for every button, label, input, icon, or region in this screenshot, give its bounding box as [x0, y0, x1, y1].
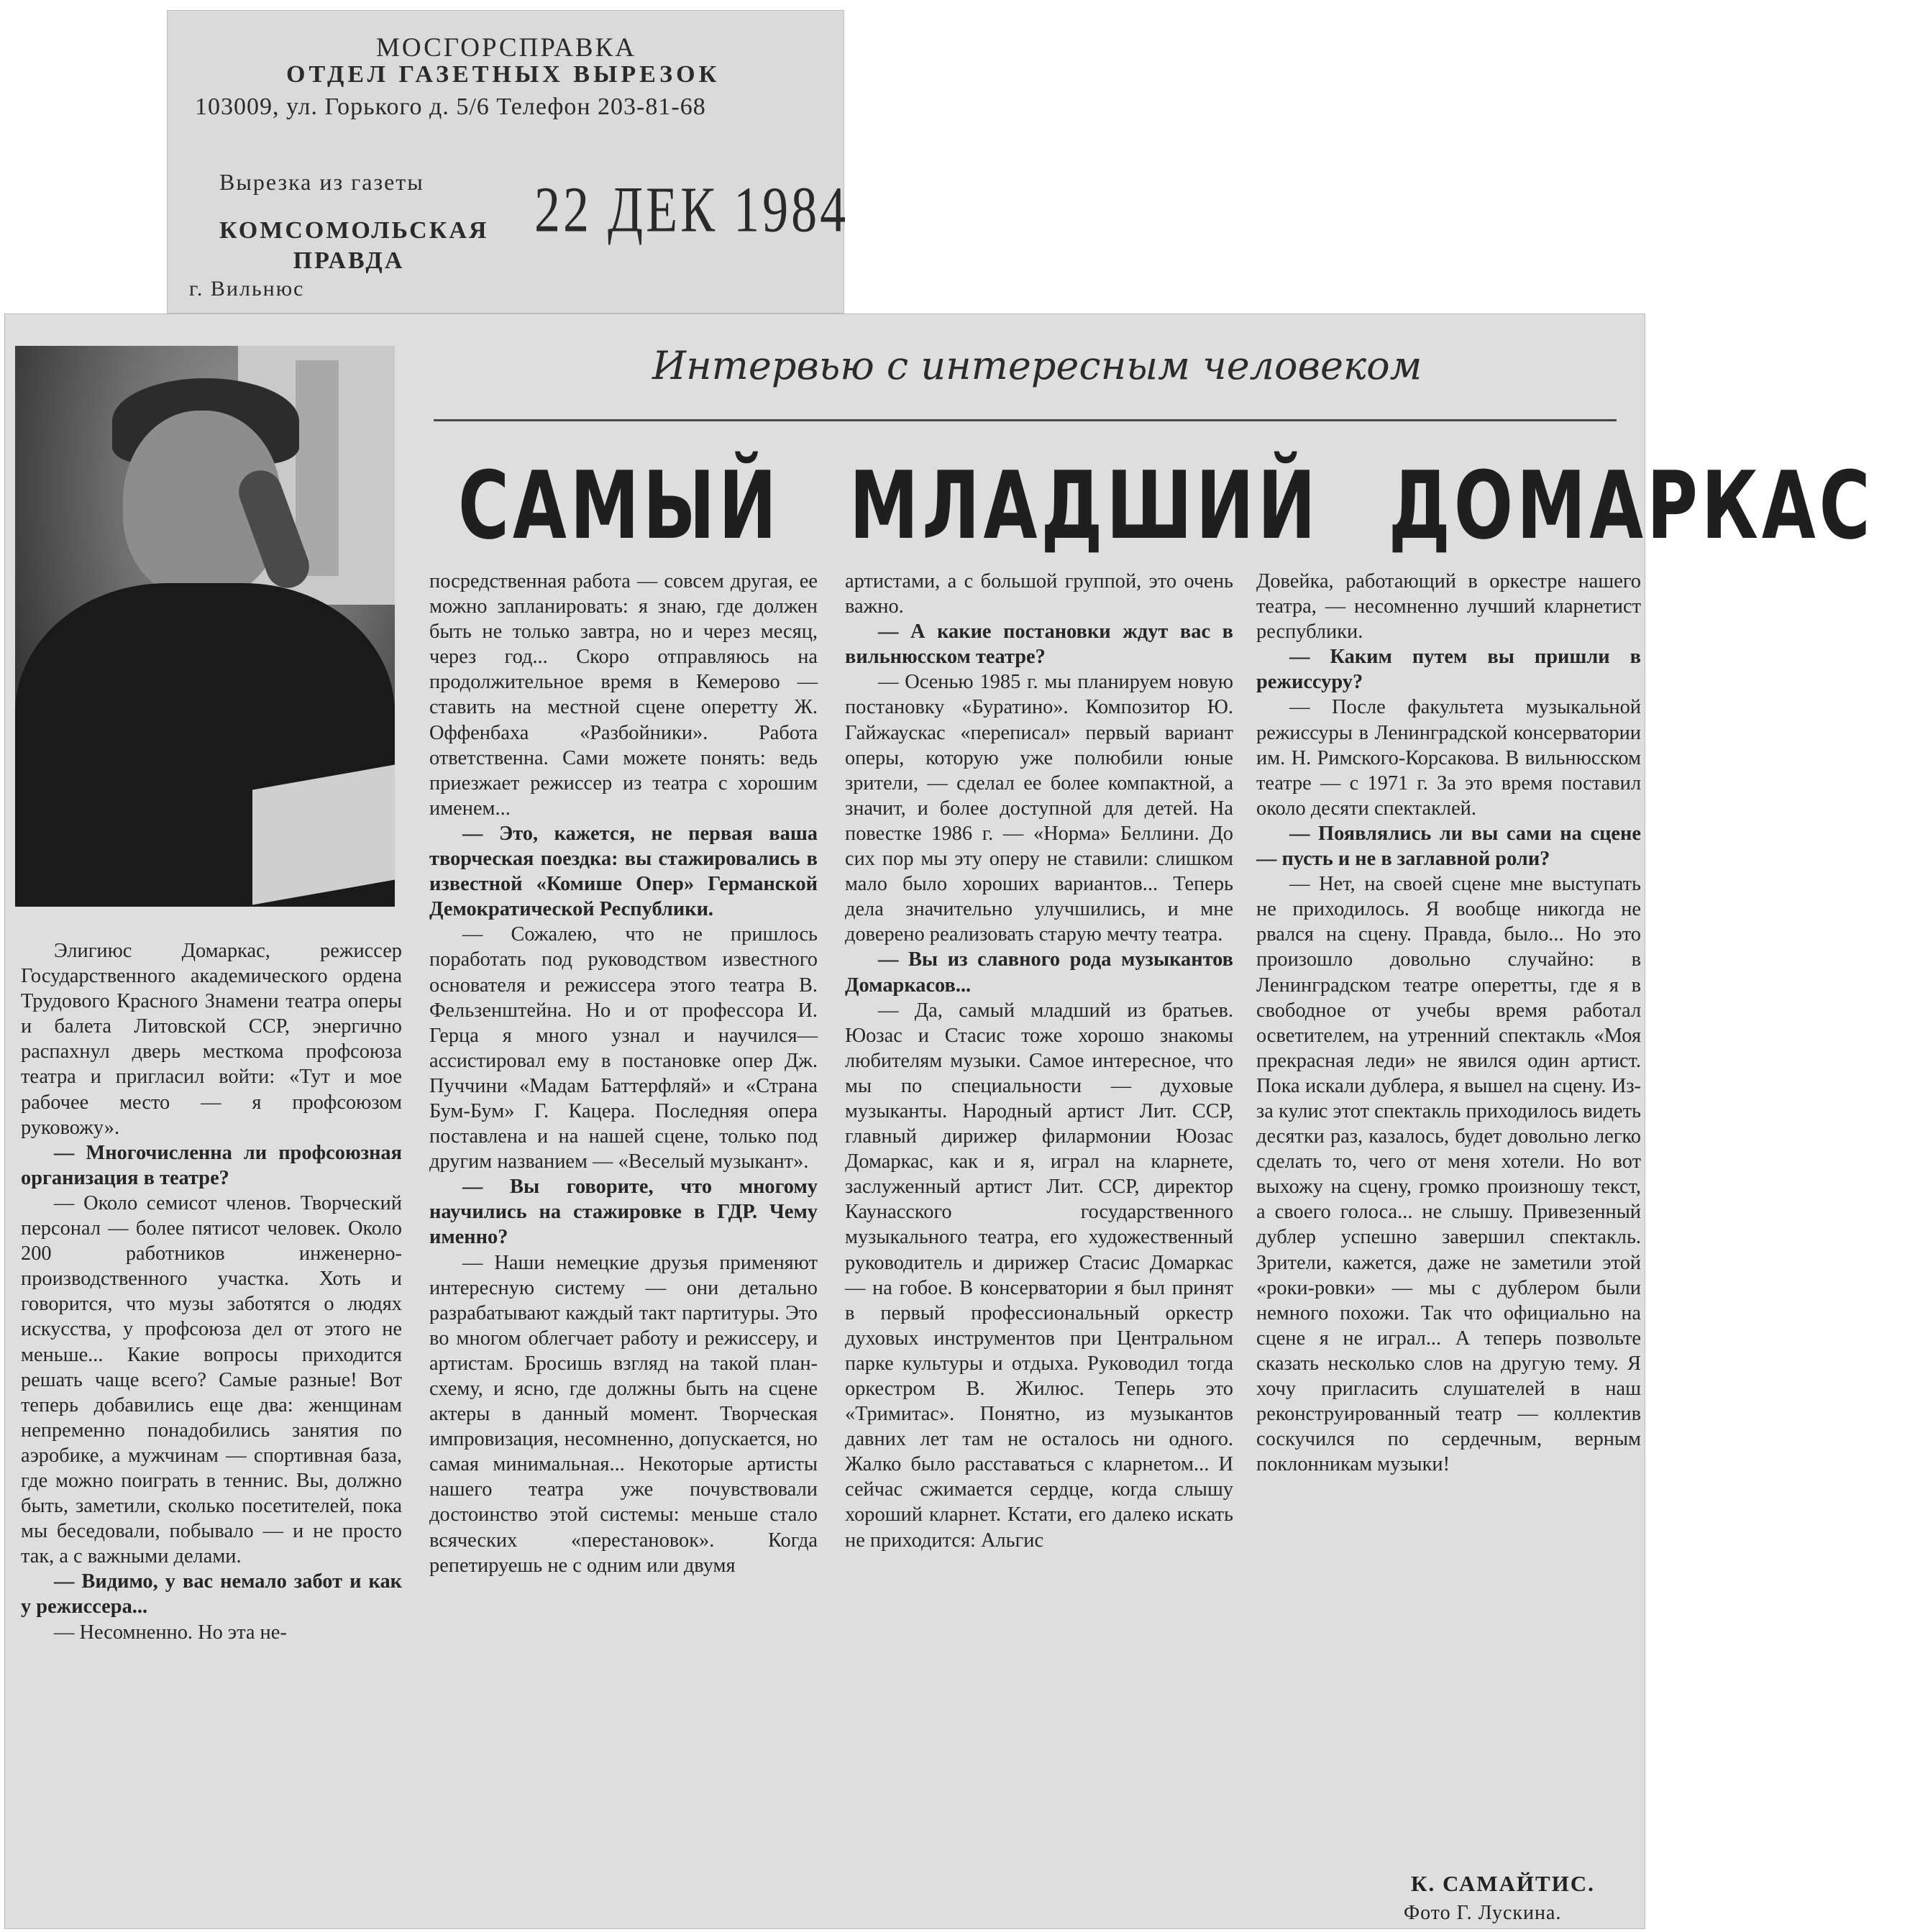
article-paragraph: — Сожалею, что не пришлось поработать под руководством известного основателя и режиссера этого театра В. Фельзенштейна. Но и от профессора И. Герца я много узнал и научился—ассистировал ему в постановке опер Дж. Пуччини «Мадам Баттерфляй» и «Страна Бум-Бум» Г. Кацера. Последняя опера поставлена и на нашей сцене, только под другим названием — «Веселый музыкант».: [429, 923, 818, 1173]
article-paragraph: посредственная работа — совсем другая, ее можно запланировать: я знаю, где должен быть не только завтра, но и через месяц, через год... Скоро отправляюсь на продолжительное время в Кемерово — ставить на местной сцене оперетту Ж. Оффенбаха «Разбойники». Работа ответственна. Сами можете понять: ведь приезжает режиссер из театра с хорошим именем...: [429, 570, 818, 820]
article-paragraph: — После факультета музыкальной режиссуры в Ленинградской консерватории им. Н. Римского-Корсакова. В вильнюсском театре — с 1971 г. За это время поставил около десяти спектаклей.: [1256, 696, 1641, 820]
author-byline: К. САМАЙТИС.: [1411, 1871, 1595, 1896]
article-paragraph: — Да, самый младший из братьев. Юозас и Стасис тоже хорошо знакомы любителям музыки. Самое интересное, что мы по специальности — духовые музыканты. Народный артист Лит. ССР, главный дирижер филармонии Юозас Домаркас, как и я, играл на кларнете, заслуженный артист Лит. ССР, директор Каунасского государственного музыкального театра, его художественный руководитель и дирижер Стасис Домаркас — на гобое. В консерватории я был принят в первый профессиональный оркестр духовых инструментов при Центральном парке культуры и отдыха. Руководил тогда оркестром В. Жилюс. Теперь это «Тримитас». Понятно, из музыкантов давних лет там не осталось ни одного. Жалко было расставаться с кларнетом... И сейчас сжимается сердце, когда слышу хороший кларнет. Кстати, его далеко искать не приходится: Альгис: [845, 999, 1233, 1552]
article-column-2: [429, 569, 818, 1578]
article-column-3: [845, 569, 1233, 1553]
interview-question: — Многочисленна ли профсоюзная организация в театре?: [21, 1141, 402, 1189]
stamp-clip-label: Вырезка из газеты: [219, 169, 424, 195]
interview-question: — Видимо, у вас немало забот и как у режиссера...: [21, 1570, 402, 1619]
article-paragraph: Довейка, работающий в оркестре нашего театра, — несомненно лучший кларнетист республики.: [1256, 570, 1641, 644]
newspaper-clipping: [4, 313, 1874, 1929]
interview-question: — А какие постановки ждут вас в вильнюсском театре?: [845, 621, 1233, 669]
article-paragraph: — Около семисот членов. Творческий персонал — более пятисот человек. Около 200 работников инженерно-производственного участка. Хоть и говорится, что музы заботятся о людях искусства, у профсоюза дел от этого не меньше... Какие вопросы приходится решать чаще всего? Самые разные! Вот теперь добавились еще два: женщинам непременно понадобились занятия по аэробике, а мужчинам — спортивная база, где можно поиграть в теннис. Вы, должно быть, заметили, сколько посетителей, пока мы беседовали, побывало — и не просто так, а с важными делами.: [21, 1191, 402, 1568]
rubric-rule: [434, 419, 1617, 421]
stamp-city: г. Вильнюс: [189, 277, 305, 301]
interview-question: — Каким путем вы пришли в режиссуру?: [1256, 646, 1641, 694]
stamp-dept: ОТДЕЛ ГАЗЕТНЫХ ВЫРЕЗОК: [286, 61, 721, 88]
article-paragraph: артистами, а с большой группой, это очень важно.: [845, 570, 1233, 618]
stamp-date: 22 ДЕК 1984: [534, 173, 849, 246]
interview-question: — Вы говорите, что многому научились на стажировке в ГДР. Чему именно?: [429, 1176, 818, 1249]
article-paragraph: — Нет, на своей сцене мне выступать не приходилось. Я вообще никогда не рвался на сцену. Правда, было... Но это произошло довольно случайно: в Ленинградском театре оперетты, где я в свободное от учебы время работал осветителем, на утренний спектакль «Моя прекрасная леди» не явился один артист. Пока искали дублера, я вышел на сцену. Из-за кулис этот спектакль приходилось видеть десятки раз, казалось, будет довольно легко сделать то, чего от меня хотели. Но вот выхожу на сцену, громко произношу текст, а своего голоса... не слышу. Привезенный дублер успешно завершил спектакль. Зрители, кажется, даже не заметили этой «роки-ровки» — мы с дублером были немного похожи. Так что официально на сцене я не играл... А теперь позвольте сказать несколько слов на другую тему. Я хочу пригласить слушателей в наш реконструированный театр — коллектив соскучился по сердечным, верным поклонникам музыки!: [1256, 873, 1641, 1476]
article-paragraph: — Осенью 1985 г. мы планируем новую постановку «Буратино». Композитор Ю. Гайжаускас «переписал» первый вариант оперы, которую уже полюбили юные зрители, — сделал ее более компактной, а значит, и более доступной для детей. На повестке 1986 г. — «Норма» Беллини. До сих пор мы эту оперу не ставили: слишком мало было хороших вариантов... Теперь дела значительно улучшились, и мне доверено реализовать старую мечту театра.: [845, 671, 1233, 946]
clipping-bureau-stamp: [167, 10, 849, 313]
photo-credit: Фото Г. Лускина.: [1404, 1902, 1562, 1924]
article-column-4: [1256, 569, 1641, 1477]
headline-word: МЛАДШИЙ: [849, 451, 1320, 560]
headline-word: САМЫЙ: [458, 451, 781, 560]
article-paragraph: — Наши немецкие друзья применяют интересную систему — они детально разрабатывают каждый такт партитуры. Это во многом облегчает работу и режиссеру, и артистам. Бросишь взгляд на такой план-схему, и ясно, где должны быть на сцене актеры в данный момент. Творческая импровизация, несомненно, допускается, но самая минимальная... Некоторые артисты нашего театра уже почувствовали достоинство этой системы: меньше стало всяческих «перестановок». Когда репетируешь не с одним или двумя: [429, 1251, 818, 1577]
portrait-photo: [15, 346, 395, 907]
interview-question: — Это, кажется, не первая ваша творческая поездка: вы стажировались в известной «Комише Опер» Германской Демократической Республики.: [429, 822, 818, 921]
article-paragraph: Элигиюс Домаркас, режиссер Государственного академического ордена Трудового Красного Знамени театра оперы и балета Литовской ССР, энергично распахнул дверь месткома профсоюза театра и пригласил войти: «Тут и мое рабочее место — я профсоюзом руковожу».: [21, 940, 402, 1139]
stamp-org: МОСГОРСПРАВКА: [376, 33, 637, 63]
article-column-1: [21, 938, 402, 1645]
interview-question: — Вы из славного рода музыкантов Домаркасов...: [845, 948, 1233, 997]
article-paragraph: — Несомненно. Но эта не-: [54, 1621, 287, 1644]
rubric: Интервью с интересным человеком: [652, 343, 1422, 388]
stamp-address: 103009, ул. Горького д. 5/6 Телефон 203-81-68: [195, 93, 706, 120]
interview-question: — Появлялись ли вы сами на сцене — пусть и не в заглавной роли?: [1256, 822, 1641, 871]
headline-word: ДОМАРКАС: [1388, 451, 1874, 560]
headline: [458, 451, 1915, 560]
stamp-newspaper: КОМСОМОЛЬСКАЯ ПРАВДА: [219, 217, 489, 274]
